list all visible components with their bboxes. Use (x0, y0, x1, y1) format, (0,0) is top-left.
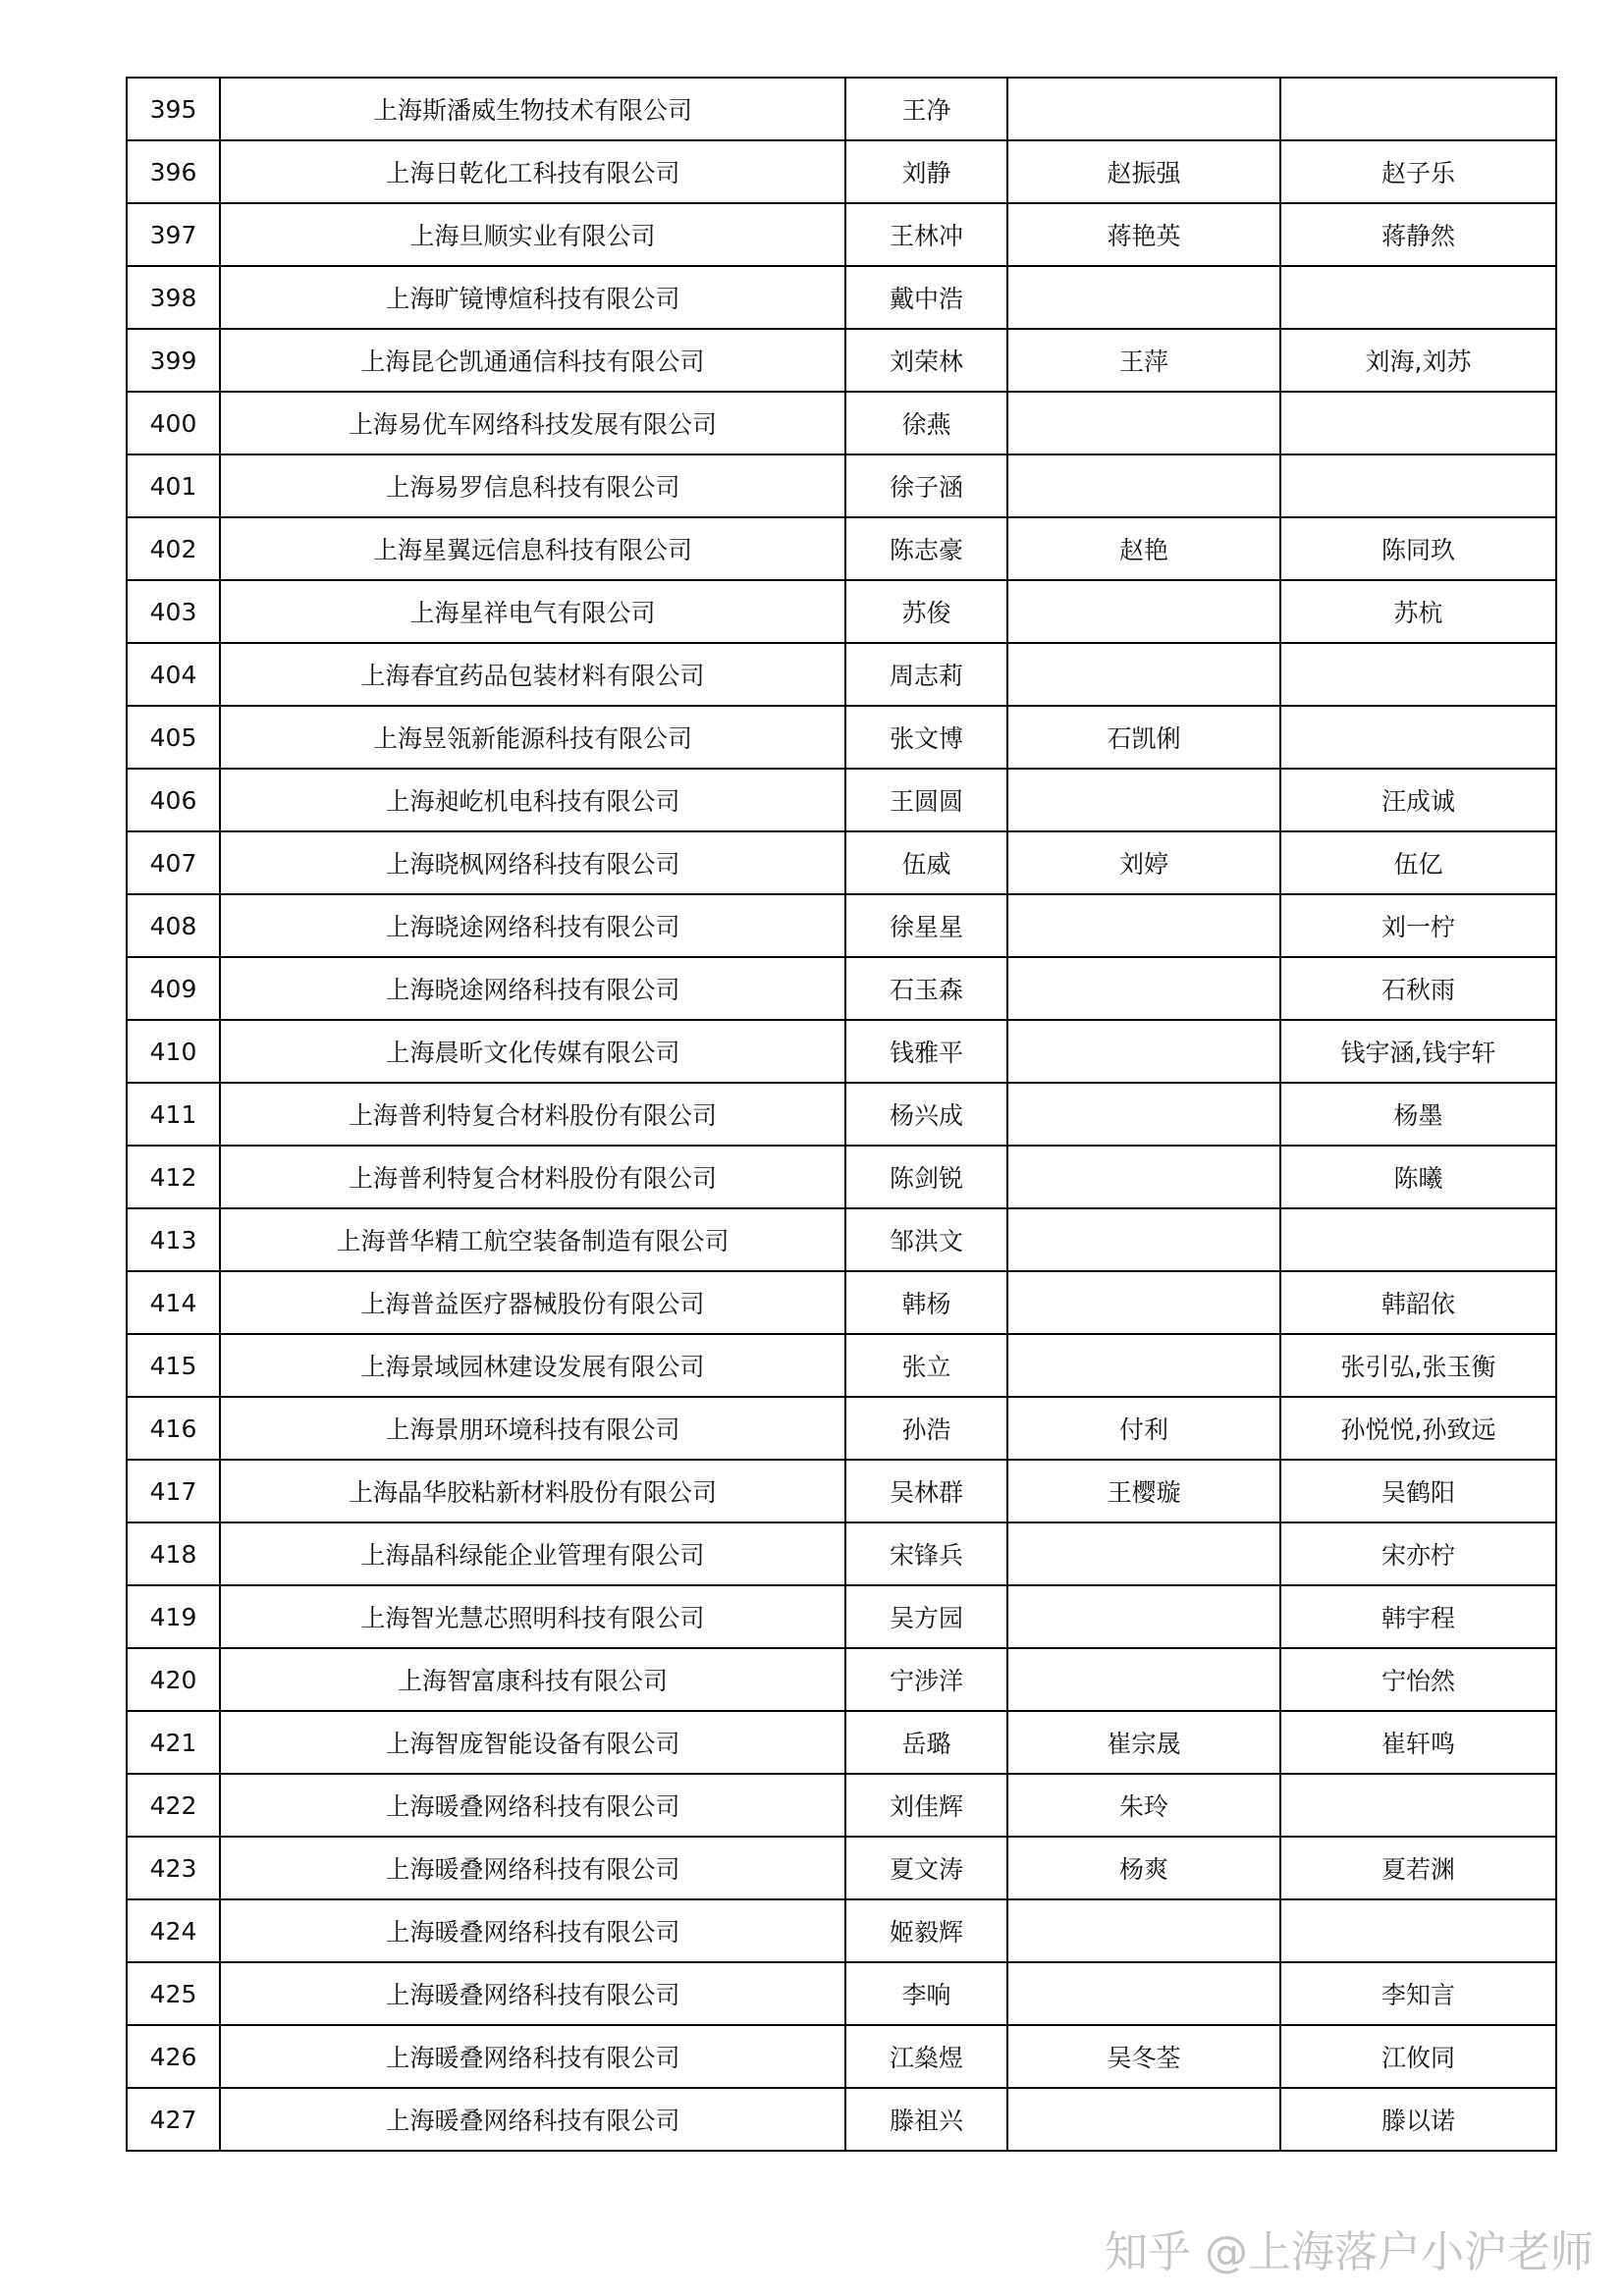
spouse-cell (1007, 957, 1280, 1020)
row-number-cell: 395 (127, 78, 220, 140)
company-cell: 上海晨昕文化传媒有限公司 (220, 1020, 845, 1083)
row-number-cell: 421 (127, 1711, 220, 1774)
spouse-cell: 蒋艳英 (1007, 203, 1280, 266)
applicant-cell: 宋锋兵 (845, 1522, 1007, 1585)
watermark-text: 知乎 @上海落户小沪老师 (1105, 2227, 1594, 2277)
child-cell (1280, 1208, 1556, 1271)
spouse-cell (1007, 266, 1280, 329)
row-number-cell: 400 (127, 392, 220, 454)
applicant-cell: 孙浩 (845, 1397, 1007, 1460)
table-body (127, 78, 1556, 2151)
spouse-cell (1007, 1962, 1280, 2025)
company-cell: 上海晶科绿能企业管理有限公司 (220, 1522, 845, 1585)
spouse-cell (1007, 78, 1280, 140)
child-cell (1280, 392, 1556, 454)
row-number-cell: 418 (127, 1522, 220, 1585)
table-row (127, 1585, 1556, 1648)
applicant-cell: 戴中浩 (845, 266, 1007, 329)
child-cell: 滕以诺 (1280, 2088, 1556, 2151)
table-row (127, 1899, 1556, 1962)
spouse-cell (1007, 769, 1280, 831)
row-number-cell: 424 (127, 1899, 220, 1962)
table-row (127, 957, 1556, 1020)
spouse-cell (1007, 1208, 1280, 1271)
company-cell: 上海普利特复合材料股份有限公司 (220, 1083, 845, 1146)
applicant-cell: 刘荣林 (845, 329, 1007, 392)
child-cell (1280, 706, 1556, 769)
applicant-cell: 徐燕 (845, 392, 1007, 454)
company-cell: 上海暖叠网络科技有限公司 (220, 2088, 845, 2151)
child-cell: 钱宇涵,钱宇轩 (1280, 1020, 1556, 1083)
table-row (127, 140, 1556, 203)
row-number-cell: 422 (127, 1774, 220, 1837)
child-cell: 崔轩鸣 (1280, 1711, 1556, 1774)
table-row (127, 769, 1556, 831)
row-number-cell: 398 (127, 266, 220, 329)
spouse-cell: 刘婷 (1007, 831, 1280, 894)
company-cell: 上海普华精工航空装备制造有限公司 (220, 1208, 845, 1271)
row-number-cell: 402 (127, 517, 220, 580)
company-cell: 上海智光慧芯照明科技有限公司 (220, 1585, 845, 1648)
spouse-cell (1007, 1522, 1280, 1585)
child-cell: 石秋雨 (1280, 957, 1556, 1020)
applicant-cell: 吴林群 (845, 1460, 1007, 1522)
company-cell: 上海星祥电气有限公司 (220, 580, 845, 643)
row-number-cell: 397 (127, 203, 220, 266)
child-cell (1280, 454, 1556, 517)
table-row (127, 1020, 1556, 1083)
row-number-cell: 408 (127, 894, 220, 957)
spouse-cell: 王萍 (1007, 329, 1280, 392)
spouse-cell (1007, 1334, 1280, 1397)
table-row (127, 706, 1556, 769)
company-cell: 上海斯潘威生物技术有限公司 (220, 78, 845, 140)
table-row (127, 517, 1556, 580)
child-cell: 汪成诚 (1280, 769, 1556, 831)
row-number-cell: 401 (127, 454, 220, 517)
spouse-cell (1007, 1648, 1280, 1711)
spouse-cell: 吴冬荃 (1007, 2025, 1280, 2088)
company-cell: 上海景朋环境科技有限公司 (220, 1397, 845, 1460)
row-number-cell: 416 (127, 1397, 220, 1460)
company-cell: 上海暖叠网络科技有限公司 (220, 1837, 845, 1899)
child-cell: 伍亿 (1280, 831, 1556, 894)
company-cell: 上海普益医疗器械股份有限公司 (220, 1271, 845, 1334)
table-row (127, 78, 1556, 140)
applicant-cell: 钱雅平 (845, 1020, 1007, 1083)
child-cell: 江攸同 (1280, 2025, 1556, 2088)
applicant-cell: 杨兴成 (845, 1083, 1007, 1146)
spouse-cell (1007, 1083, 1280, 1146)
table-row (127, 831, 1556, 894)
table-row (127, 1460, 1556, 1522)
table-row (127, 2025, 1556, 2088)
company-cell: 上海暖叠网络科技有限公司 (220, 1774, 845, 1837)
applicant-cell: 岳璐 (845, 1711, 1007, 1774)
child-cell: 蒋静然 (1280, 203, 1556, 266)
applicant-cell: 张文博 (845, 706, 1007, 769)
company-cell: 上海暖叠网络科技有限公司 (220, 2025, 845, 2088)
company-cell: 上海春宜药品包装材料有限公司 (220, 643, 845, 706)
child-cell (1280, 643, 1556, 706)
spouse-cell (1007, 1146, 1280, 1208)
table-row (127, 1208, 1556, 1271)
company-cell: 上海暖叠网络科技有限公司 (220, 1899, 845, 1962)
company-cell: 上海晓枫网络科技有限公司 (220, 831, 845, 894)
row-number-cell: 404 (127, 643, 220, 706)
row-number-cell: 396 (127, 140, 220, 203)
applicant-cell: 李响 (845, 1962, 1007, 2025)
row-number-cell: 406 (127, 769, 220, 831)
table-row (127, 1146, 1556, 1208)
table-row (127, 1271, 1556, 1334)
child-cell: 张引弘,张玉衡 (1280, 1334, 1556, 1397)
table-row (127, 1837, 1556, 1899)
table-row (127, 643, 1556, 706)
spouse-cell: 付利 (1007, 1397, 1280, 1460)
company-cell: 上海普利特复合材料股份有限公司 (220, 1146, 845, 1208)
child-cell: 宁怡然 (1280, 1648, 1556, 1711)
table-row (127, 1397, 1556, 1460)
company-cell: 上海智富康科技有限公司 (220, 1648, 845, 1711)
table-row (127, 1774, 1556, 1837)
row-number-cell: 425 (127, 1962, 220, 2025)
table-row (127, 329, 1556, 392)
row-number-cell: 413 (127, 1208, 220, 1271)
child-cell: 陈曦 (1280, 1146, 1556, 1208)
applicant-cell: 韩杨 (845, 1271, 1007, 1334)
row-number-cell: 411 (127, 1083, 220, 1146)
row-number-cell: 414 (127, 1271, 220, 1334)
child-cell: 赵子乐 (1280, 140, 1556, 203)
company-cell: 上海昶屹机电科技有限公司 (220, 769, 845, 831)
applicant-cell: 姬毅辉 (845, 1899, 1007, 1962)
applicant-cell: 王圆圆 (845, 769, 1007, 831)
row-number-cell: 426 (127, 2025, 220, 2088)
table-row (127, 454, 1556, 517)
company-cell: 上海晶华胶粘新材料股份有限公司 (220, 1460, 845, 1522)
spouse-cell: 王樱璇 (1007, 1460, 1280, 1522)
child-cell: 吴鹤阳 (1280, 1460, 1556, 1522)
table-row (127, 392, 1556, 454)
table-row (127, 580, 1556, 643)
company-cell: 上海易优车网络科技发展有限公司 (220, 392, 845, 454)
row-number-cell: 407 (127, 831, 220, 894)
table-row (127, 266, 1556, 329)
row-number-cell: 419 (127, 1585, 220, 1648)
child-cell: 李知言 (1280, 1962, 1556, 2025)
applicant-cell: 周志莉 (845, 643, 1007, 706)
row-number-cell: 405 (127, 706, 220, 769)
child-cell: 宋亦柠 (1280, 1522, 1556, 1585)
spouse-cell: 石凯俐 (1007, 706, 1280, 769)
row-number-cell: 399 (127, 329, 220, 392)
child-cell: 刘海,刘苏 (1280, 329, 1556, 392)
row-number-cell: 420 (127, 1648, 220, 1711)
table-row (127, 1334, 1556, 1397)
applicant-cell: 张立 (845, 1334, 1007, 1397)
row-number-cell: 417 (127, 1460, 220, 1522)
document-table-container (126, 77, 1555, 2152)
child-cell: 孙悦悦,孙致远 (1280, 1397, 1556, 1460)
row-number-cell: 415 (127, 1334, 220, 1397)
spouse-cell (1007, 580, 1280, 643)
spouse-cell: 赵艳 (1007, 517, 1280, 580)
company-cell: 上海智庞智能设备有限公司 (220, 1711, 845, 1774)
spouse-cell: 朱玲 (1007, 1774, 1280, 1837)
row-number-cell: 423 (127, 1837, 220, 1899)
applicant-cell: 宁涉洋 (845, 1648, 1007, 1711)
table-row (127, 203, 1556, 266)
table-row (127, 1083, 1556, 1146)
table-row (127, 1522, 1556, 1585)
table-row (127, 2088, 1556, 2151)
applicant-cell: 陈剑锐 (845, 1146, 1007, 1208)
company-cell: 上海昱瓴新能源科技有限公司 (220, 706, 845, 769)
row-number-cell: 427 (127, 2088, 220, 2151)
company-cell: 上海晓途网络科技有限公司 (220, 894, 845, 957)
child-cell: 韩韶依 (1280, 1271, 1556, 1334)
child-cell: 刘一柠 (1280, 894, 1556, 957)
applicant-cell: 石玉森 (845, 957, 1007, 1020)
applicant-cell: 刘佳辉 (845, 1774, 1007, 1837)
personnel-table (126, 77, 1557, 2152)
child-cell: 杨墨 (1280, 1083, 1556, 1146)
company-cell: 上海旷镜博煊科技有限公司 (220, 266, 845, 329)
row-number-cell: 410 (127, 1020, 220, 1083)
applicant-cell: 吴方园 (845, 1585, 1007, 1648)
child-cell: 陈同玖 (1280, 517, 1556, 580)
spouse-cell: 崔宗晟 (1007, 1711, 1280, 1774)
child-cell (1280, 1774, 1556, 1837)
table-row (127, 1648, 1556, 1711)
applicant-cell: 伍威 (845, 831, 1007, 894)
child-cell (1280, 266, 1556, 329)
row-number-cell: 403 (127, 580, 220, 643)
spouse-cell (1007, 454, 1280, 517)
applicant-cell: 徐星星 (845, 894, 1007, 957)
child-cell (1280, 1899, 1556, 1962)
applicant-cell: 滕祖兴 (845, 2088, 1007, 2151)
spouse-cell (1007, 1271, 1280, 1334)
table-row (127, 894, 1556, 957)
company-cell: 上海暖叠网络科技有限公司 (220, 1962, 845, 2025)
applicant-cell: 邹洪文 (845, 1208, 1007, 1271)
spouse-cell: 杨爽 (1007, 1837, 1280, 1899)
spouse-cell (1007, 1899, 1280, 1962)
applicant-cell: 王林冲 (845, 203, 1007, 266)
child-cell (1280, 78, 1556, 140)
spouse-cell (1007, 2088, 1280, 2151)
company-cell: 上海晓途网络科技有限公司 (220, 957, 845, 1020)
child-cell: 韩宇程 (1280, 1585, 1556, 1648)
spouse-cell (1007, 1020, 1280, 1083)
applicant-cell: 陈志豪 (845, 517, 1007, 580)
applicant-cell: 苏俊 (845, 580, 1007, 643)
child-cell: 苏杭 (1280, 580, 1556, 643)
spouse-cell (1007, 643, 1280, 706)
company-cell: 上海星翼远信息科技有限公司 (220, 517, 845, 580)
spouse-cell (1007, 392, 1280, 454)
company-cell: 上海景域园林建设发展有限公司 (220, 1334, 845, 1397)
applicant-cell: 王净 (845, 78, 1007, 140)
child-cell: 夏若渊 (1280, 1837, 1556, 1899)
spouse-cell (1007, 1585, 1280, 1648)
spouse-cell (1007, 894, 1280, 957)
applicant-cell: 刘静 (845, 140, 1007, 203)
applicant-cell: 江燊煜 (845, 2025, 1007, 2088)
spouse-cell: 赵振强 (1007, 140, 1280, 203)
table-row (127, 1711, 1556, 1774)
row-number-cell: 412 (127, 1146, 220, 1208)
company-cell: 上海旦顺实业有限公司 (220, 203, 845, 266)
company-cell: 上海日乾化工科技有限公司 (220, 140, 845, 203)
company-cell: 上海昆仑凯通通信科技有限公司 (220, 329, 845, 392)
applicant-cell: 夏文涛 (845, 1837, 1007, 1899)
row-number-cell: 409 (127, 957, 220, 1020)
applicant-cell: 徐子涵 (845, 454, 1007, 517)
company-cell: 上海易罗信息科技有限公司 (220, 454, 845, 517)
table-row (127, 1962, 1556, 2025)
